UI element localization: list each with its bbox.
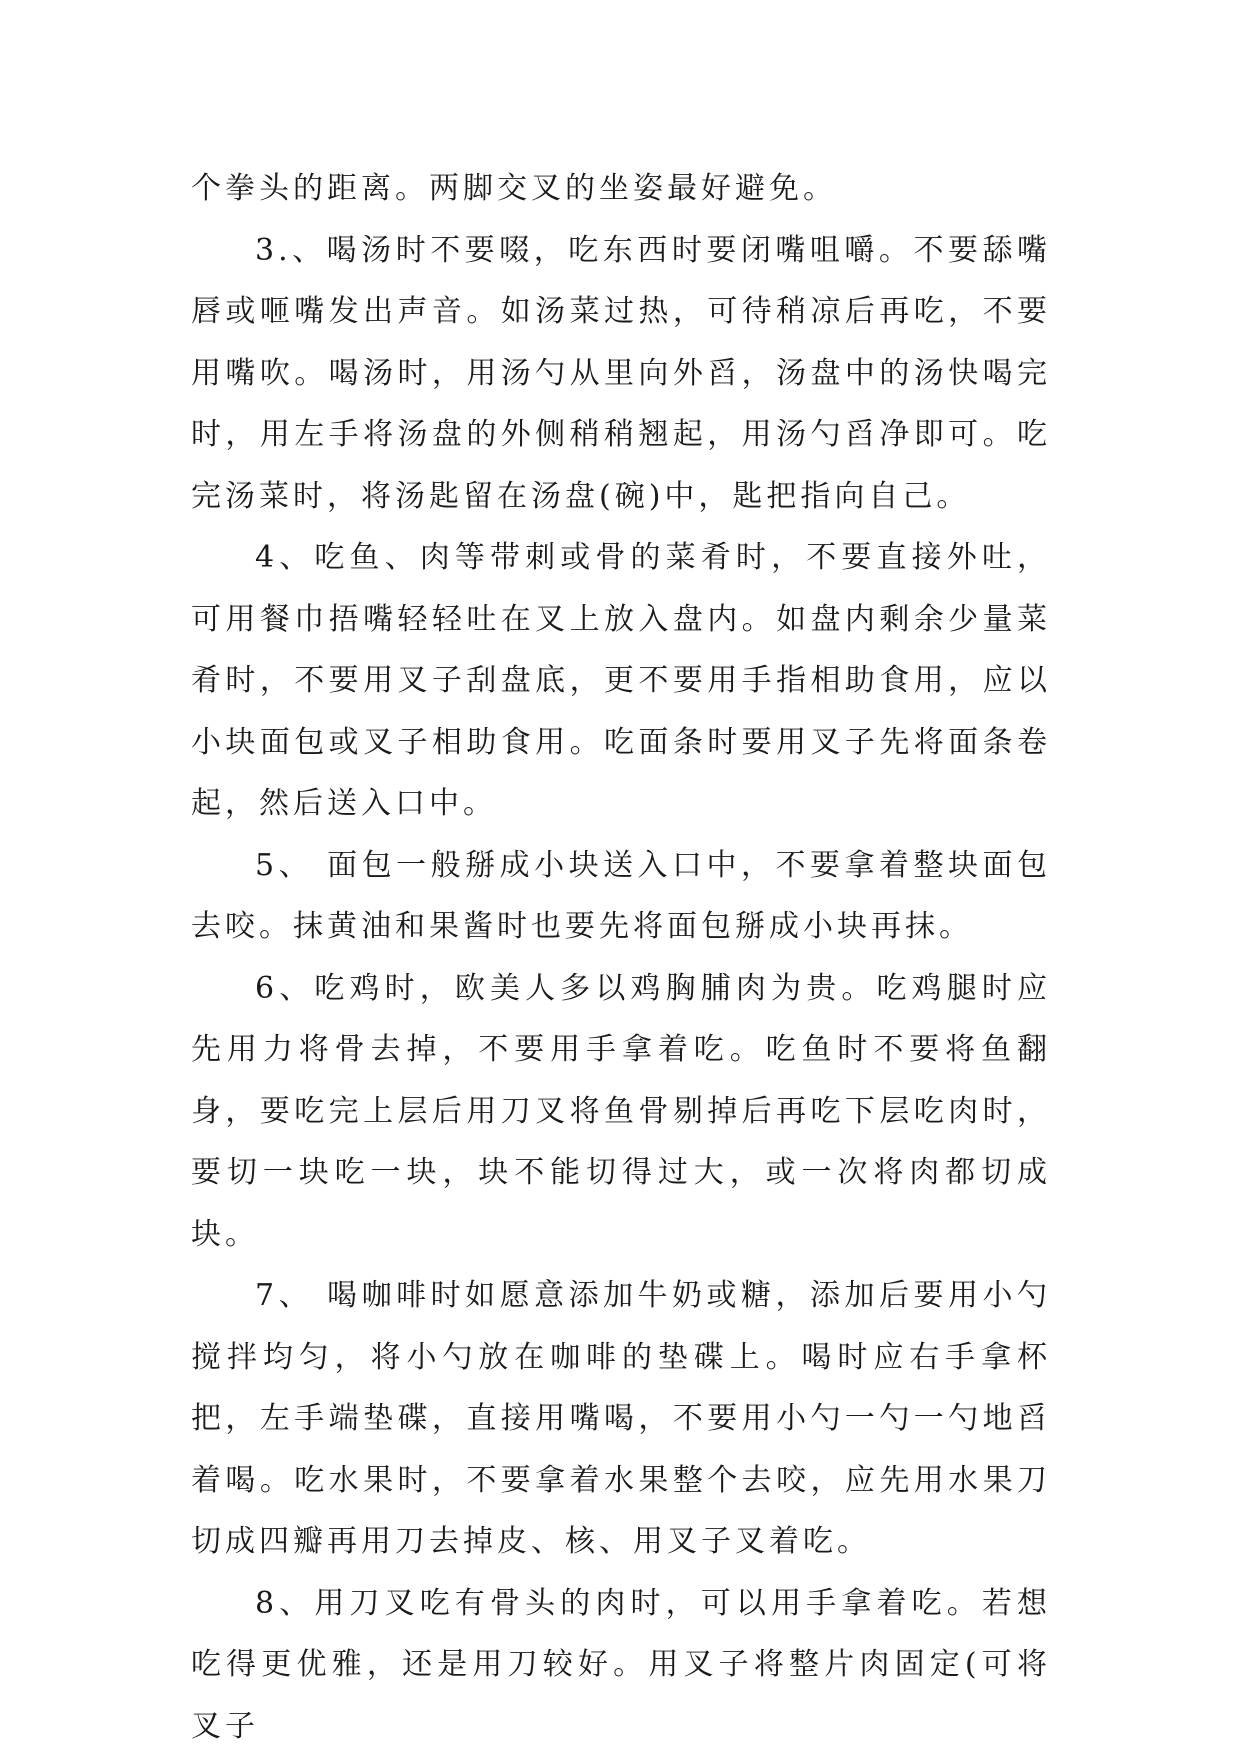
- paragraph-item-3: 3.、喝汤时不要啜，吃东西时要闭嘴咀嚼。不要舔嘴唇或咂嘴发出声音。如汤菜过热，可待稍凉后再吃，不要用嘴吹。喝汤时，用汤勺从里向外舀，汤盘中的汤快喝完时，用左手将汤盘的外侧稍稍翘起，用汤勺舀净即可。吃完汤菜时，将汤匙留在汤盘(碗)中，匙把指向自己。: [191, 220, 1051, 528]
- paragraph-item-8: 8、用刀叉吃有骨头的肉时，可以用手拿着吃。若想吃得更优雅，还是用刀较好。用叉子将整片肉固定(可将叉子: [191, 1573, 1051, 1757]
- paragraph-continuation: 个拳头的距离。两脚交叉的坐姿最好避免。: [191, 158, 1051, 220]
- paragraph-item-7: 7、 喝咖啡时如愿意添加牛奶或糖，添加后要用小勺搅拌均匀，将小勺放在咖啡的垫碟上。喝时应右手拿杯把，左手端垫碟，直接用嘴喝，不要用小勺一勺一勺地舀着喝。吃水果时，不要拿着水果整个去咬，应先用水果刀切成四瓣再用刀去掉皮、核、用叉子叉着吃。: [191, 1265, 1051, 1573]
- paragraph-item-6: 6、吃鸡时，欧美人多以鸡胸脯肉为贵。吃鸡腿时应先用力将骨去掉，不要用手拿着吃。吃鱼时不要将鱼翻身，要吃完上层后用刀叉将鱼骨剔掉后再吃下层吃肉时，要切一块吃一块，块不能切得过大，或一次将肉都切成块。: [191, 958, 1051, 1266]
- paragraph-item-5: 5、 面包一般掰成小块送入口中，不要拿着整块面包去咬。抹黄油和果酱时也要先将面包掰成小块再抹。: [191, 835, 1051, 958]
- document-body: [191, 158, 1051, 1757]
- paragraph-item-4: 4、吃鱼、肉等带刺或骨的菜肴时，不要直接外吐，可用餐巾捂嘴轻轻吐在叉上放入盘内。如盘内剩余少量菜肴时，不要用叉子刮盘底，更不要用手指相助食用，应以小块面包或叉子相助食用。吃面条时要用叉子先将面条卷起，然后送入口中。: [191, 527, 1051, 835]
